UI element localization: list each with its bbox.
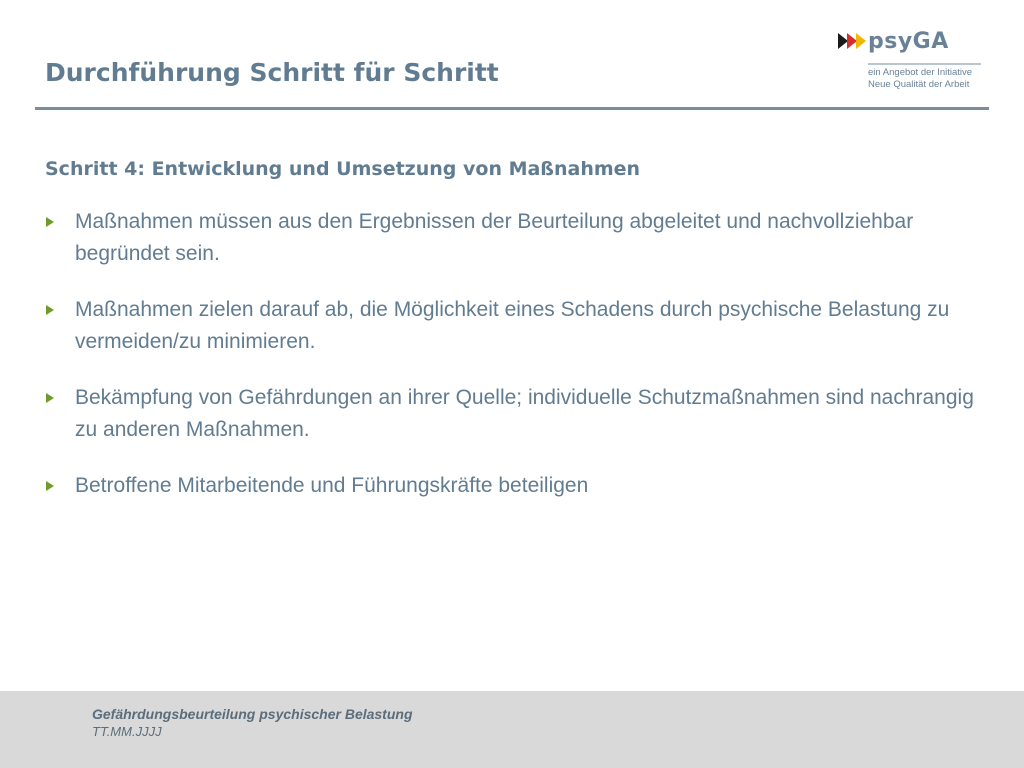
triangle-bullet-icon xyxy=(46,481,54,491)
psyga-logo xyxy=(838,29,988,93)
list-item xyxy=(45,382,985,446)
bullet-list xyxy=(45,206,985,526)
bullet-text: Bekämpfung von Gefährdungen an ihrer Quelle; individuelle Schutzmaßnahmen sind nachrangig zu anderen Maßnahmen. xyxy=(75,386,974,441)
triangle-bullet-icon xyxy=(46,305,54,315)
bullet-text: Maßnahmen müssen aus den Ergebnissen der Beurteilung abgeleitet und nachvollziehbar begründet sein. xyxy=(75,210,914,265)
logo-name: psyGA xyxy=(868,29,949,54)
triangle-bullet-icon xyxy=(46,393,54,403)
footer-date: TT.MM.JJJJ xyxy=(92,724,162,739)
title-divider xyxy=(35,107,989,110)
logo-tagline-1: ein Angebot der Initiative xyxy=(868,67,973,78)
slide-title: Durchführung Schritt für Schritt xyxy=(45,58,499,87)
logo-divider xyxy=(868,63,981,65)
logo-arrows-icon xyxy=(838,33,870,49)
footer-title: Gefährdungsbeurteilung psychischer Belastung xyxy=(92,706,413,722)
step-heading: Schritt 4: Entwicklung und Umsetzung von Maßnahmen xyxy=(45,158,641,180)
triangle-bullet-icon xyxy=(46,217,54,227)
bullet-text: Betroffene Mitarbeitende und Führungskräfte beteiligen xyxy=(75,474,589,497)
list-item xyxy=(45,206,985,270)
logo-tagline-2: Neue Qualität der Arbeit xyxy=(868,79,970,90)
footer-bar xyxy=(0,691,1024,768)
bullet-text: Maßnahmen zielen darauf ab, die Möglichkeit eines Schadens durch psychische Belastung zu vermeiden/zu minimieren. xyxy=(75,298,950,353)
list-item xyxy=(45,470,985,502)
list-item xyxy=(45,294,985,358)
